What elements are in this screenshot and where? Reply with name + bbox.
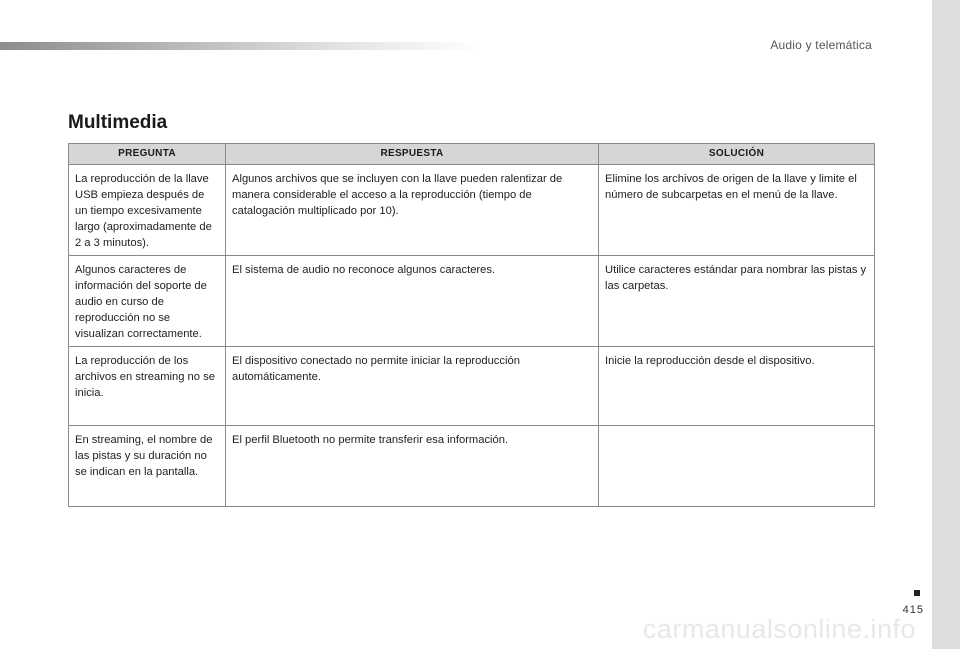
section-label: Audio y telemática: [770, 38, 872, 52]
solution-cell: Inicie la reproducción desde el dispositivo.: [599, 347, 875, 426]
faq-table: [68, 143, 875, 507]
table-row: [69, 165, 875, 256]
page-edge-band: [932, 0, 960, 649]
question-cell: Algunos caracteres de información del soporte de audio en curso de reproducción no se visualizan correctamente.: [69, 256, 226, 347]
question-cell: En streaming, el nombre de las pistas y su duración no se indican en la pantalla.: [69, 426, 226, 507]
page-title: Multimedia: [68, 112, 168, 133]
answer-cell: El dispositivo conectado no permite iniciar la reproducción automáticamente.: [226, 347, 599, 426]
question-cell: La reproducción de los archivos en streaming no se inicia.: [69, 347, 226, 426]
answer-cell: Algunos archivos que se incluyen con la llave pueden ralentizar de manera considerable el acceso a la reproducción (tiempo de catalogación multiplicado por 10).: [226, 165, 599, 256]
table-header-row: [69, 144, 875, 165]
column-header-solution: SOLUCIÓN: [599, 144, 875, 165]
solution-cell: [599, 426, 875, 507]
table-row: [69, 256, 875, 347]
table-row: [69, 426, 875, 507]
question-cell: La reproducción de la llave USB empieza después de un tiempo excesivamente largo (aproximadamente de 2 a 3 minutos).: [69, 165, 226, 256]
answer-cell: El sistema de audio no reconoce algunos caracteres.: [226, 256, 599, 347]
solution-cell: Utilice caracteres estándar para nombrar las pistas y las carpetas.: [599, 256, 875, 347]
column-header-question: PREGUNTA: [69, 144, 226, 165]
page-marker-icon: [914, 590, 920, 596]
page-number: 415: [902, 604, 924, 616]
watermark: carmanualsonline.info: [642, 614, 916, 644]
solution-cell: Elimine los archivos de origen de la llave y limite el número de subcarpetas en el menú de la llave.: [599, 165, 875, 256]
answer-cell: El perfil Bluetooth no permite transferir esa información.: [226, 426, 599, 507]
column-header-answer: RESPUESTA: [226, 144, 599, 165]
table-row: [69, 347, 875, 426]
header-gradient-bar: [0, 42, 480, 50]
